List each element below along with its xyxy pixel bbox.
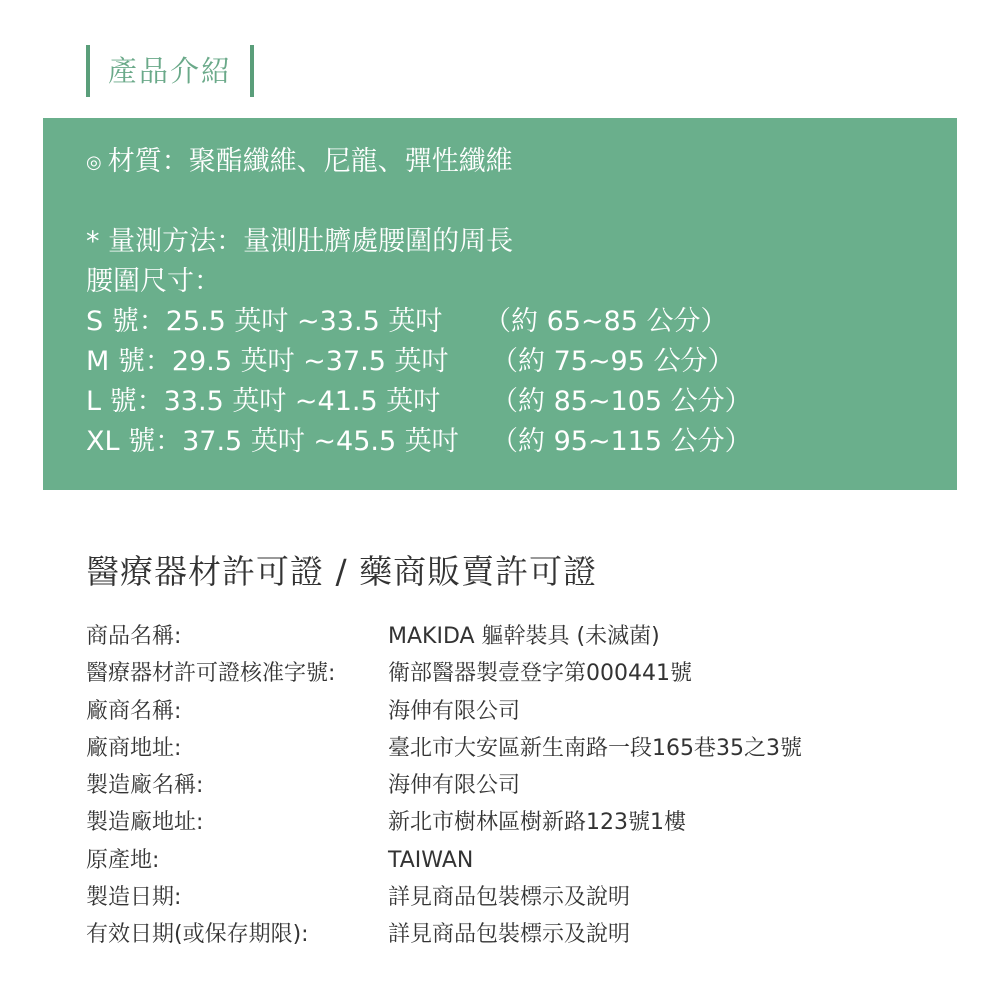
material-line <box>86 142 513 183</box>
info-value: 衛部醫器製壹登字第000441號 <box>388 661 692 687</box>
info-row-manufacture-date <box>86 879 916 916</box>
size-metric: （約 65~85 公分） <box>484 306 728 337</box>
header-right-bar <box>250 45 254 97</box>
info-label: 有效日期(或保存期限): <box>86 922 309 948</box>
bullseye-icon: ◎ <box>86 151 102 173</box>
section-title: 產品介紹 <box>108 54 233 88</box>
info-label: 原產地: <box>86 847 160 873</box>
info-value: MAKIDA 軀幹裝具 (未滅菌) <box>388 624 660 649</box>
info-row-manufacturer-name <box>86 767 916 804</box>
info-value: TAIWAN <box>388 847 474 873</box>
size-range: L 號：33.5 英吋 ~41.5 英吋 <box>86 386 441 417</box>
size-metric: （約 75~95 公分） <box>491 346 735 377</box>
size-metric: （約 95~115 公分） <box>491 426 752 457</box>
info-row-product-name <box>86 618 916 655</box>
info-value: 海伸有限公司 <box>388 773 521 799</box>
license-info-table <box>86 618 916 954</box>
size-range: S 號：25.5 英吋 ~33.5 英吋 <box>86 306 443 337</box>
info-label: 製造廠名稱: <box>86 773 204 799</box>
size-range: M 號：29.5 英吋 ~37.5 英吋 <box>86 346 449 377</box>
product-info-panel <box>43 118 957 490</box>
info-value: 詳見商品包裝標示及說明 <box>388 885 631 911</box>
info-label: 廠商地址: <box>86 735 182 761</box>
info-row-license-number <box>86 655 916 692</box>
info-row-origin <box>86 842 916 879</box>
material-text: 材質：聚酯纖維、尼龍、彈性纖維 <box>107 146 513 177</box>
info-label: 製造廠地址: <box>86 810 204 836</box>
info-value: 詳見商品包裝標示及說明 <box>388 922 631 948</box>
info-label: 醫療器材許可證核准字號: <box>86 661 336 687</box>
size-range: XL 號：37.5 英吋 ~45.5 英吋 <box>86 426 459 457</box>
size-row-xl <box>86 422 752 462</box>
info-value: 新北市樹林區樹新路123號1樓 <box>388 810 686 836</box>
info-label: 製造日期: <box>86 885 182 911</box>
info-row-manufacturer-address <box>86 804 916 841</box>
info-row-vendor-name <box>86 693 916 730</box>
waist-heading: 腰圍尺寸： <box>86 266 221 297</box>
measure-method: * 量測方法：量測肚臍處腰圍的周長 <box>86 226 514 257</box>
info-label: 商品名稱: <box>86 624 182 649</box>
info-row-expiry-date <box>86 916 916 953</box>
size-row-l <box>86 382 752 422</box>
info-value: 臺北市大安區新生南路一段165巷35之3號 <box>388 735 802 761</box>
size-row-m <box>86 342 735 382</box>
section-header <box>86 45 254 97</box>
size-row-s <box>86 302 728 342</box>
size-block <box>86 222 752 462</box>
info-value: 海伸有限公司 <box>388 698 521 724</box>
size-metric: （約 85~105 公分） <box>491 386 752 417</box>
license-title: 醫療器材許可證 / 藥商販賣許可證 <box>86 552 598 591</box>
info-row-vendor-address <box>86 730 916 767</box>
info-label: 廠商名稱: <box>86 698 182 724</box>
